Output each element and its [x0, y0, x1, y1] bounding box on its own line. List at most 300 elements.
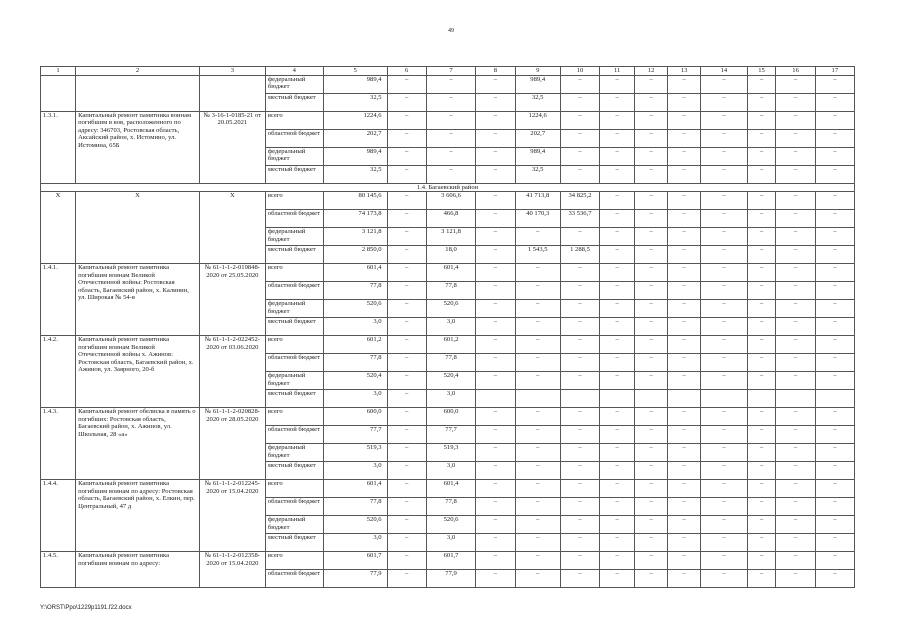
amount-cell: – [387, 282, 426, 300]
table-row [41, 76, 855, 94]
column-number: 11 [600, 67, 635, 76]
amount-cell: 520,6 [323, 516, 387, 534]
amount-cell: 3,0 [323, 390, 387, 408]
amount-cell: – [747, 498, 776, 516]
funding-source: федеральный бюджет [265, 516, 323, 534]
amount-cell: – [387, 148, 426, 166]
amount-cell [476, 390, 515, 408]
amount-cell: – [815, 570, 854, 588]
amount-cell: – [476, 112, 515, 130]
amount-cell: – [815, 480, 854, 498]
amount-cell: 601,4 [426, 480, 476, 498]
amount-cell: 519,3 [323, 444, 387, 462]
funding-source: всего [265, 552, 323, 570]
amount-cell: – [560, 318, 599, 336]
amount-cell: – [668, 498, 701, 516]
amount-cell: – [701, 516, 747, 534]
amount-cell: – [387, 300, 426, 318]
amount-cell: – [476, 94, 515, 112]
amount-cell: 3 606,6 [426, 192, 476, 210]
document-footer-path: Y:\ORST\Ppo\1229p1191.f22.docx [40, 605, 132, 611]
amount-cell: – [747, 570, 776, 588]
amount-cell: – [476, 570, 515, 588]
amount-cell: – [387, 372, 426, 390]
table-row [41, 408, 855, 426]
amount-cell: 989,4 [323, 148, 387, 166]
amount-cell: – [747, 94, 776, 112]
amount-cell: – [426, 130, 476, 148]
amount-cell: – [635, 498, 668, 516]
amount-cell: – [815, 336, 854, 354]
funding-source: областной бюджет [265, 282, 323, 300]
amount-cell: – [476, 264, 515, 282]
amount-cell: – [387, 210, 426, 228]
amount-cell: – [600, 426, 635, 444]
amount-cell: – [560, 552, 599, 570]
amount-cell: – [515, 426, 560, 444]
column-number: 10 [560, 67, 599, 76]
column-number: 4 [265, 67, 323, 76]
amount-cell: – [747, 282, 776, 300]
table-row [41, 112, 855, 130]
amount-cell: – [476, 192, 515, 210]
amount-cell: – [668, 76, 701, 94]
amount-cell: – [776, 354, 815, 372]
amount-cell: – [747, 166, 776, 184]
amount-cell: – [668, 112, 701, 130]
amount-cell: – [701, 444, 747, 462]
amount-cell: – [476, 426, 515, 444]
amount-cell: – [560, 426, 599, 444]
funding-source: всего [265, 408, 323, 426]
amount-cell: – [668, 166, 701, 184]
amount-cell: – [515, 552, 560, 570]
amount-cell: – [635, 282, 668, 300]
amount-cell: – [387, 318, 426, 336]
amount-cell: – [701, 552, 747, 570]
amount-cell: – [747, 480, 776, 498]
amount-cell: 601,4 [323, 480, 387, 498]
funding-source: областной бюджет [265, 498, 323, 516]
amount-cell: – [560, 444, 599, 462]
amount-cell: 1 543,5 [515, 246, 560, 264]
amount-cell: – [668, 534, 701, 552]
amount-cell: – [426, 166, 476, 184]
amount-cell [815, 390, 854, 408]
amount-cell: – [776, 534, 815, 552]
amount-cell: – [600, 480, 635, 498]
object-description [76, 76, 200, 112]
amount-cell: – [776, 166, 815, 184]
amount-cell: – [668, 480, 701, 498]
section-heading-row [41, 184, 855, 192]
amount-cell: 3 121,8 [426, 228, 476, 246]
amount-cell: – [701, 354, 747, 372]
amount-cell: – [476, 408, 515, 426]
item-code [41, 76, 76, 112]
amount-cell: – [387, 516, 426, 534]
amount-cell: – [560, 570, 599, 588]
amount-cell [701, 390, 747, 408]
amount-cell: – [815, 318, 854, 336]
amount-cell: – [635, 408, 668, 426]
financing-table [40, 66, 855, 588]
amount-cell: 77,8 [323, 498, 387, 516]
table-row [41, 192, 855, 210]
amount-cell [600, 390, 635, 408]
amount-cell: 601,2 [323, 336, 387, 354]
amount-cell: – [635, 246, 668, 264]
amount-cell: – [600, 166, 635, 184]
amount-cell: – [635, 426, 668, 444]
amount-cell: 32,5 [515, 166, 560, 184]
column-number: 8 [476, 67, 515, 76]
amount-cell: – [600, 354, 635, 372]
amount-cell: – [815, 408, 854, 426]
amount-cell: – [668, 228, 701, 246]
amount-cell: – [476, 498, 515, 516]
expertise-number: Х [199, 192, 265, 264]
amount-cell: – [560, 94, 599, 112]
amount-cell: – [635, 264, 668, 282]
amount-cell: – [635, 130, 668, 148]
amount-cell: 601,4 [323, 264, 387, 282]
amount-cell: 601,7 [323, 552, 387, 570]
amount-cell: – [476, 552, 515, 570]
amount-cell: – [387, 498, 426, 516]
amount-cell: – [776, 318, 815, 336]
amount-cell: – [815, 462, 854, 480]
funding-source: федеральный бюджет [265, 76, 323, 94]
amount-cell: – [701, 426, 747, 444]
amount-cell: – [600, 148, 635, 166]
funding-source: федеральный бюджет [265, 372, 323, 390]
amount-cell: – [560, 228, 599, 246]
amount-cell: – [635, 462, 668, 480]
amount-cell: – [776, 462, 815, 480]
amount-cell: – [747, 130, 776, 148]
amount-cell: – [476, 372, 515, 390]
amount-cell: – [776, 516, 815, 534]
amount-cell [668, 390, 701, 408]
amount-cell: – [387, 264, 426, 282]
funding-source: областной бюджет [265, 130, 323, 148]
amount-cell: – [747, 354, 776, 372]
amount-cell: – [635, 534, 668, 552]
amount-cell: – [776, 300, 815, 318]
funding-source: федеральный бюджет [265, 228, 323, 246]
amount-cell: – [515, 282, 560, 300]
column-number: 1 [41, 67, 76, 76]
amount-cell: – [600, 94, 635, 112]
object-description: Капитальный ремонт памятника погибшим воинам Великой Отечественной войны х. Ажинов: Ростовская область, Багаевский район, х. Ажинов, ул. Заярного, 20-б [76, 336, 200, 408]
amount-cell: 32,5 [515, 94, 560, 112]
table-body [41, 67, 855, 588]
amount-cell: – [635, 94, 668, 112]
amount-cell: – [600, 130, 635, 148]
amount-cell: – [560, 112, 599, 130]
amount-cell: – [476, 480, 515, 498]
amount-cell: – [476, 282, 515, 300]
amount-cell: 3 121,8 [323, 228, 387, 246]
amount-cell: – [747, 228, 776, 246]
amount-cell: – [635, 210, 668, 228]
amount-cell: – [515, 300, 560, 318]
table-row [41, 264, 855, 282]
funding-source: федеральный бюджет [265, 148, 323, 166]
amount-cell: – [600, 282, 635, 300]
amount-cell: – [515, 534, 560, 552]
amount-cell: – [701, 570, 747, 588]
amount-cell: – [560, 148, 599, 166]
amount-cell: – [747, 408, 776, 426]
amount-cell: – [600, 264, 635, 282]
amount-cell: – [560, 130, 599, 148]
amount-cell: – [600, 210, 635, 228]
amount-cell: – [747, 516, 776, 534]
amount-cell: – [426, 76, 476, 94]
column-number: 2 [76, 67, 200, 76]
amount-cell: – [701, 336, 747, 354]
amount-cell: – [635, 166, 668, 184]
amount-cell: – [387, 426, 426, 444]
amount-cell: – [635, 480, 668, 498]
amount-cell: – [476, 534, 515, 552]
amount-cell: 41 713,8 [515, 192, 560, 210]
item-code: 1.4.5. [41, 552, 76, 588]
amount-cell: – [635, 76, 668, 94]
amount-cell: – [668, 408, 701, 426]
amount-cell: – [776, 94, 815, 112]
amount-cell: – [515, 462, 560, 480]
amount-cell: – [560, 408, 599, 426]
amount-cell: – [815, 534, 854, 552]
amount-cell: 3,0 [323, 318, 387, 336]
amount-cell: – [560, 516, 599, 534]
amount-cell: – [815, 112, 854, 130]
amount-cell: – [515, 372, 560, 390]
amount-cell: – [387, 228, 426, 246]
amount-cell: – [747, 552, 776, 570]
amount-cell: 77,7 [323, 426, 387, 444]
amount-cell: – [476, 516, 515, 534]
amount-cell: – [476, 246, 515, 264]
amount-cell: – [815, 246, 854, 264]
column-number-row [41, 67, 855, 76]
item-code: 1.4.3. [41, 408, 76, 480]
column-number: 15 [747, 67, 776, 76]
amount-cell: – [776, 130, 815, 148]
funding-source: всего [265, 480, 323, 498]
amount-cell: – [815, 228, 854, 246]
amount-cell: – [600, 76, 635, 94]
amount-cell: – [668, 148, 701, 166]
amount-cell: – [635, 570, 668, 588]
amount-cell: – [476, 166, 515, 184]
amount-cell: – [387, 408, 426, 426]
amount-cell: 202,7 [515, 130, 560, 148]
amount-cell: – [668, 426, 701, 444]
amount-cell: – [701, 498, 747, 516]
column-number: 14 [701, 67, 747, 76]
item-code: 1.3.1. [41, 112, 76, 184]
column-number: 16 [776, 67, 815, 76]
amount-cell: 77,9 [323, 570, 387, 588]
amount-cell: – [747, 300, 776, 318]
object-description: Капитальный ремонт памятника погибшим воинам по адресу: Ростовская область, Багаевский район, х. Елкин, пер. Центральный, 47 д [76, 480, 200, 552]
amount-cell: – [387, 462, 426, 480]
amount-cell: – [701, 534, 747, 552]
amount-cell: – [668, 318, 701, 336]
funding-source: областной бюджет [265, 210, 323, 228]
amount-cell: – [747, 372, 776, 390]
amount-cell [747, 390, 776, 408]
column-number: 13 [668, 67, 701, 76]
amount-cell [560, 390, 599, 408]
amount-cell: – [776, 426, 815, 444]
funding-source: местный бюджет [265, 390, 323, 408]
amount-cell: – [560, 534, 599, 552]
amount-cell: – [815, 552, 854, 570]
amount-cell: – [747, 148, 776, 166]
expertise-number: № 61-1-1-2-022452-2020 от 03.06.2020 [199, 336, 265, 408]
amount-cell: – [515, 570, 560, 588]
amount-cell: – [776, 112, 815, 130]
amount-cell: 3,0 [426, 318, 476, 336]
amount-cell: – [635, 318, 668, 336]
funding-source: всего [265, 112, 323, 130]
amount-cell: – [600, 246, 635, 264]
amount-cell: – [668, 552, 701, 570]
amount-cell: – [701, 94, 747, 112]
amount-cell: 989,4 [515, 76, 560, 94]
amount-cell: – [635, 372, 668, 390]
amount-cell: – [747, 210, 776, 228]
amount-cell: – [476, 148, 515, 166]
amount-cell: – [387, 552, 426, 570]
amount-cell: 202,7 [323, 130, 387, 148]
amount-cell: – [387, 246, 426, 264]
table-row [41, 336, 855, 354]
amount-cell: – [747, 112, 776, 130]
amount-cell: – [515, 354, 560, 372]
amount-cell: – [776, 264, 815, 282]
amount-cell: – [515, 516, 560, 534]
item-code: 1.4.1. [41, 264, 76, 336]
amount-cell: – [515, 444, 560, 462]
amount-cell: 520,6 [426, 300, 476, 318]
page-number: 49 [448, 28, 454, 34]
funding-source: местный бюджет [265, 318, 323, 336]
column-number: 7 [426, 67, 476, 76]
funding-source: всего [265, 264, 323, 282]
expertise-number: № 3-16-1-0185-21 от 20.05.2021 [199, 112, 265, 184]
amount-cell: – [476, 210, 515, 228]
amount-cell: 3,0 [426, 390, 476, 408]
amount-cell: – [815, 192, 854, 210]
object-description: Капитальный ремонт памятника погибшим воинам Великой Отечественной войны: Ростовская область, Багаевский район, х. Калинин, ул. Широкая № 54-в [76, 264, 200, 336]
expertise-number: № 61-1-1-2-019848-2020 от 25.05.2020 [199, 264, 265, 336]
amount-cell: – [701, 462, 747, 480]
amount-cell: – [600, 552, 635, 570]
amount-cell: – [747, 534, 776, 552]
amount-cell: 33 536,7 [560, 210, 599, 228]
amount-cell: – [635, 112, 668, 130]
amount-cell: – [635, 444, 668, 462]
amount-cell: 77,7 [426, 426, 476, 444]
amount-cell: – [560, 300, 599, 318]
amount-cell: – [635, 354, 668, 372]
funding-source: федеральный бюджет [265, 300, 323, 318]
funding-source: всего [265, 192, 323, 210]
amount-cell: – [776, 498, 815, 516]
amount-cell: – [560, 372, 599, 390]
amount-cell: – [668, 94, 701, 112]
amount-cell: – [776, 228, 815, 246]
amount-cell: – [668, 300, 701, 318]
amount-cell: 1 288,5 [560, 246, 599, 264]
amount-cell: – [476, 354, 515, 372]
amount-cell: – [776, 282, 815, 300]
section-heading: 1.4. Багаевский район [41, 184, 855, 192]
amount-cell: – [701, 228, 747, 246]
funding-source: местный бюджет [265, 462, 323, 480]
amount-cell: 520,6 [426, 516, 476, 534]
amount-cell: – [387, 534, 426, 552]
amount-cell: – [600, 192, 635, 210]
amount-cell: – [635, 336, 668, 354]
funding-source: местный бюджет [265, 534, 323, 552]
funding-source: местный бюджет [265, 246, 323, 264]
amount-cell: – [600, 228, 635, 246]
amount-cell: – [747, 462, 776, 480]
amount-cell: – [600, 336, 635, 354]
column-number: 9 [515, 67, 560, 76]
amount-cell: – [387, 94, 426, 112]
amount-cell: – [668, 462, 701, 480]
amount-cell: – [387, 444, 426, 462]
amount-cell: 466,8 [426, 210, 476, 228]
amount-cell: 32,5 [323, 166, 387, 184]
amount-cell: – [668, 246, 701, 264]
amount-cell: – [426, 112, 476, 130]
funding-source: местный бюджет [265, 94, 323, 112]
amount-cell: – [387, 76, 426, 94]
amount-cell: – [815, 166, 854, 184]
amount-cell: 77,8 [426, 498, 476, 516]
amount-cell: – [701, 480, 747, 498]
amount-cell: 74 173,8 [323, 210, 387, 228]
table-row [41, 480, 855, 498]
object-description: Капитальный ремонт обелиска в память о погибших: Ростовская область, Багаевский район, х. Ажинов, ул. Школьная, 28 «а» [76, 408, 200, 480]
amount-cell: 601,2 [426, 336, 476, 354]
amount-cell: – [747, 318, 776, 336]
object-description: Капитальный ремонт памятника воинам погибшим в вов, расположенного по адресу: 346703, Ростовская область, Аксайский район, х. Истомино, ул. Истомина, 65Б [76, 112, 200, 184]
amount-cell: – [815, 516, 854, 534]
amount-cell: – [600, 300, 635, 318]
amount-cell: – [560, 166, 599, 184]
amount-cell: – [560, 480, 599, 498]
table-row [41, 552, 855, 570]
funding-source: областной бюджет [265, 354, 323, 372]
amount-cell: – [747, 246, 776, 264]
amount-cell: – [515, 498, 560, 516]
amount-cell: 601,4 [426, 264, 476, 282]
amount-cell: 3,0 [426, 534, 476, 552]
amount-cell: – [701, 264, 747, 282]
amount-cell: – [635, 300, 668, 318]
expertise-number: № 61-1-1-2-012245-2020 от 15.04.2020 [199, 480, 265, 552]
